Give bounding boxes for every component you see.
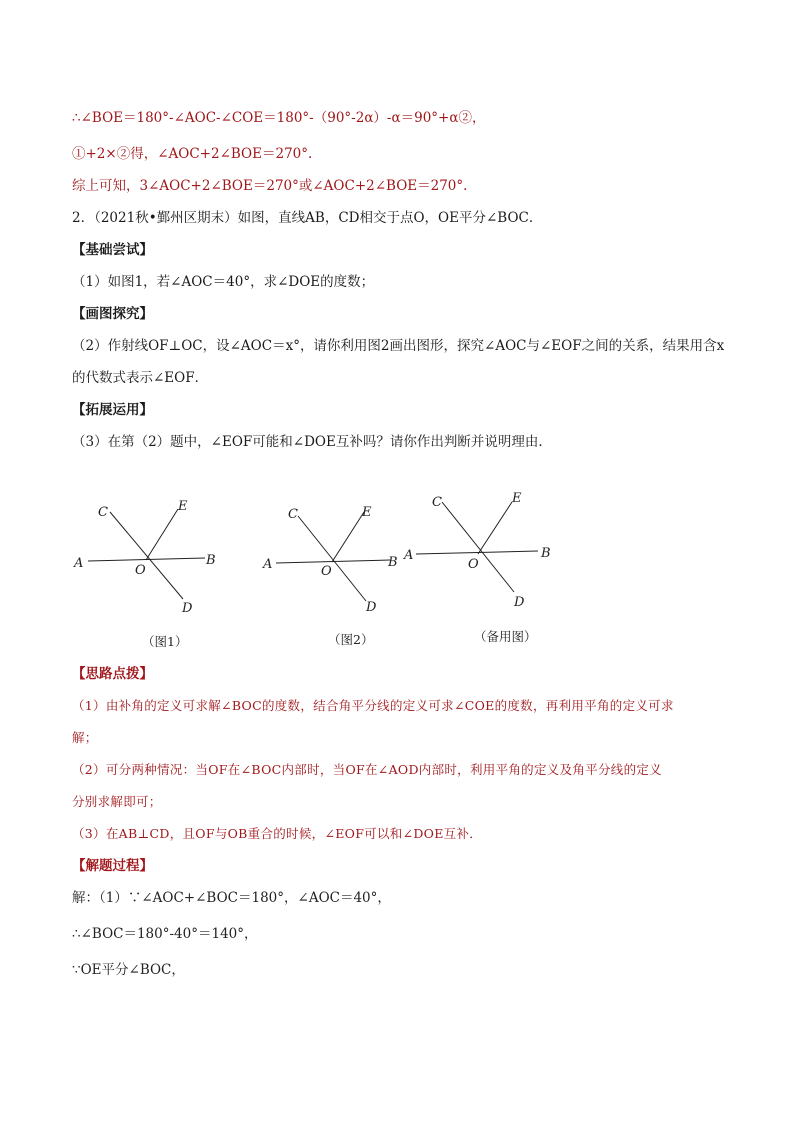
prev-solution-line-2: ①+2×②得，∠AOC+2∠BOE＝270°. [72,146,313,162]
question-1: （1）如图1，若∠AOC＝40°，求∠DOE的度数； [72,274,375,290]
fig3-label-d: D [514,595,525,610]
fig3-caption: （备用图） [474,629,537,644]
fig2-label-c: C [288,507,298,522]
fig2-label-a: A [263,557,273,572]
fig3-label-b: B [541,546,551,561]
figure-1 [73,499,216,649]
prev-solution-line-3: 综上可知，3∠AOC+2∠BOE＝270°或∠AOC+2∠BOE＝270°. [72,178,468,194]
hint-1-line-2: 解； [72,730,98,745]
fig1-label-d: D [182,601,193,616]
prev-solution-line-1: ∴∠BOE＝180°-∠AOC-∠COE＝180°-（90°-2α）-α＝90°+α②， [72,110,486,126]
fig1-caption: （图1） [142,634,188,649]
question-3: （3）在第（2）题中，∠EOF可能和∠DOE互补吗？请你作出判断并说明理由． [72,434,552,450]
hint-1-line-1: （1）由补角的定义可求解∠BOC的度数，结合角平分线的定义可求∠COE的度数，再利用平角的定义可求 [72,698,674,713]
fig3-label-o: O [468,557,479,572]
hints-title: 【思路点拨】 [72,666,153,682]
fig1-label-b: B [206,553,216,568]
fig3-label-c: C [432,495,442,510]
hint-2-line-1: （2）可分两种情况：当OF在∠BOC内部时，当OF在∠AOD内部时，利用平角的定义及角平分线的定义 [72,762,662,777]
fig1-label-c: C [98,505,108,520]
figures-row [60,488,580,658]
fig1-label-e: E [178,499,188,514]
fig2-label-b: B [388,555,398,570]
hint-2-line-2: 分别求解即可； [72,794,162,809]
fig1-label-a: A [74,556,84,571]
section-extension-title: 【拓展运用】 [72,402,153,418]
fig3-label-e: E [512,491,522,506]
figure-backup [403,491,551,644]
question-2-line-2: 的代数式表示∠EOF． [72,370,209,386]
solution-step-3: ∵OE平分∠BOC， [72,962,185,978]
section-drawing-title: 【画图探究】 [72,306,153,322]
solution-title: 【解题过程】 [72,858,153,874]
figures-svg [60,488,580,658]
fig2-label-d: D [366,600,377,615]
section-basic-title: 【基础尝试】 [72,242,153,258]
question-2-line-1: （2）作射线OF⊥OC，设∠AOC＝x°，请你利用图2画出图形，探究∠AOC与∠EOF之间的关系，结果用含x [72,338,725,354]
problem-intro: 2．（2021秋•鄞州区期末）如图，直线AB，CD相交于点O，OE平分∠BOC． [72,210,543,226]
fig2-label-e: E [362,505,372,520]
solution-step-2: ∴∠BOC＝180°-40°＝140°， [72,926,258,942]
figure-2 [262,505,398,647]
solution-step-1: 解：（1）∵∠AOC+∠BOC＝180°，∠AOC＝40°， [72,890,391,906]
hint-3: （3）在AB⊥CD，且OF与OB重合的时候，∠EOF可以和∠DOE互补． [72,826,483,841]
fig3-label-a: A [404,548,414,563]
fig1-label-o: O [135,563,146,578]
fig2-label-o: O [321,564,332,579]
fig2-caption: （图2） [328,632,374,647]
